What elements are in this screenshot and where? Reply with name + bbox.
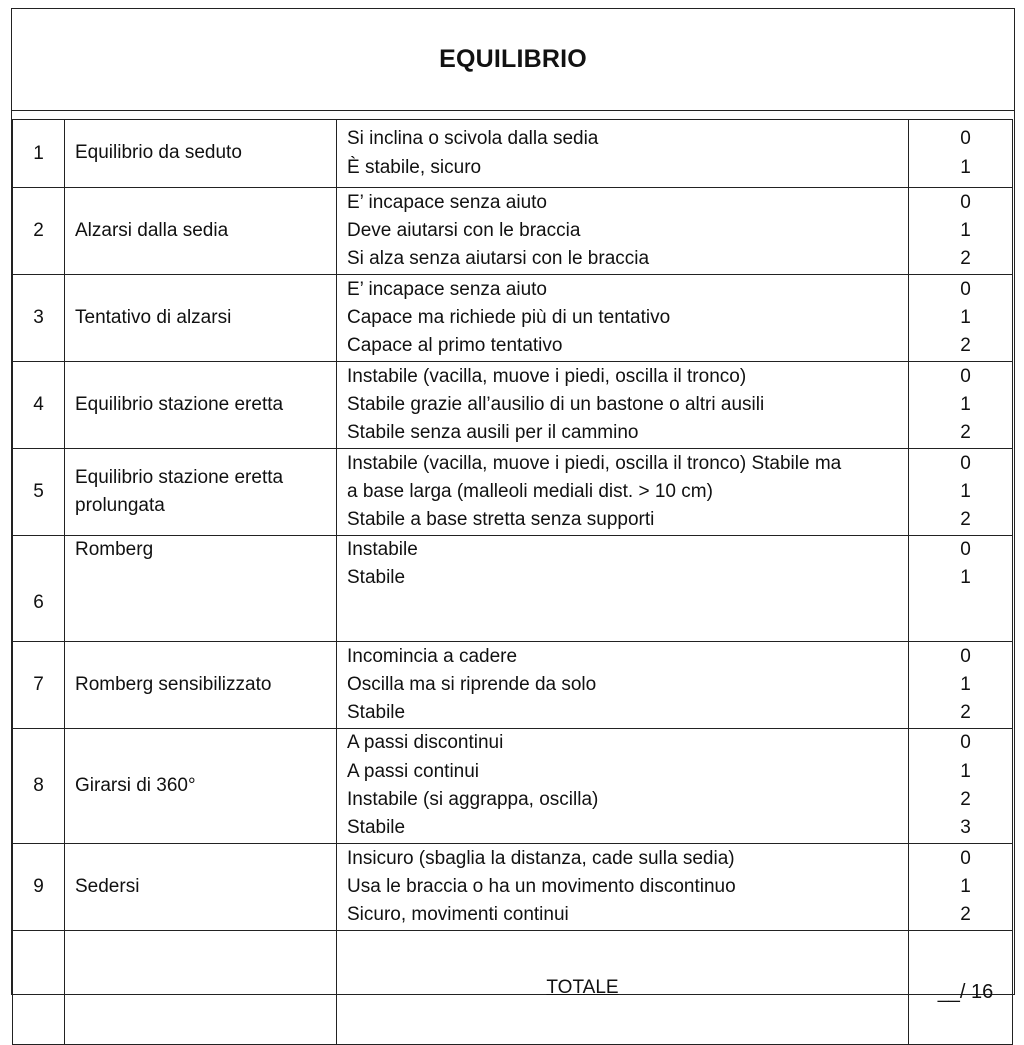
item-scores <box>909 642 1013 729</box>
item-scores <box>909 120 1013 188</box>
description-line: E’ incapace senza aiuto <box>347 191 547 213</box>
score-value: 0 <box>960 278 971 300</box>
item-name-line: Girarsi di 360° <box>75 774 196 796</box>
score-value: 2 <box>960 422 971 444</box>
total-value: __/ 16 <box>937 981 994 1003</box>
total-label: TOTALE <box>546 976 619 998</box>
item-name-line: prolungata <box>75 495 165 516</box>
page-title: EQUILIBRIO <box>439 45 587 73</box>
description-line: Stabile senza ausili per il cammino <box>347 422 639 444</box>
description-line: È stabile, sicuro <box>347 156 482 178</box>
table-row <box>13 536 1013 642</box>
item-descriptions <box>337 844 909 931</box>
total-value-cell <box>909 931 1013 1045</box>
score-value: 0 <box>960 847 971 869</box>
description-line: E’ incapace senza aiuto <box>347 278 547 300</box>
item-number: 2 <box>13 188 65 275</box>
description-line: Capace al primo tentativo <box>347 335 563 357</box>
score-value: 1 <box>960 567 971 589</box>
score-value: 0 <box>960 365 971 387</box>
item-name <box>65 120 337 188</box>
item-descriptions <box>337 362 909 449</box>
score-value: 0 <box>960 452 971 474</box>
item-name <box>65 362 337 449</box>
score-value: 2 <box>960 509 971 531</box>
score-value: 1 <box>960 393 971 415</box>
score-value: 1 <box>960 875 971 897</box>
score-value: 3 <box>960 817 971 839</box>
item-descriptions <box>337 120 909 188</box>
item-name <box>65 449 337 536</box>
item-name-line: Equilibrio da seduto <box>75 142 242 164</box>
item-scores <box>909 729 1013 844</box>
score-value: 2 <box>960 904 971 926</box>
item-name-line: Equilibrio stazione eretta <box>75 393 284 415</box>
item-name-line: Romberg <box>75 539 154 560</box>
assessment-table <box>12 119 1013 1045</box>
item-descriptions <box>337 729 909 844</box>
item-scores <box>909 188 1013 275</box>
score-value: 0 <box>960 539 971 560</box>
score-value: 2 <box>960 248 971 270</box>
total-row <box>13 931 1013 1045</box>
score-value: 1 <box>960 156 971 178</box>
item-descriptions <box>337 275 909 362</box>
item-name <box>65 275 337 362</box>
total-empty-cell <box>13 931 65 1045</box>
description-line: Stabile <box>347 567 406 589</box>
item-scores <box>909 362 1013 449</box>
item-scores <box>909 275 1013 362</box>
item-number: 3 <box>13 275 65 362</box>
score-value: 0 <box>960 645 971 667</box>
item-scores <box>909 536 1013 642</box>
description-line: Stabile <box>347 702 406 724</box>
description-line: Instabile (vacilla, muove i piedi, oscilla il tronco) <box>347 365 747 387</box>
item-number: 8 <box>13 729 65 844</box>
total-empty-cell <box>65 931 337 1045</box>
score-value: 0 <box>960 128 971 150</box>
description-line: Stabile <box>347 817 406 839</box>
item-name <box>65 729 337 844</box>
item-descriptions <box>337 449 909 536</box>
item-scores <box>909 449 1013 536</box>
item-name-line: Sedersi <box>75 875 140 897</box>
item-number: 4 <box>13 362 65 449</box>
score-value: 1 <box>960 760 971 782</box>
item-descriptions <box>337 536 909 642</box>
score-value: 1 <box>960 480 971 502</box>
description-line: Usa le braccia o ha un movimento discontinuo <box>347 875 736 897</box>
table-row <box>13 844 1013 931</box>
score-value: 1 <box>960 219 971 241</box>
item-scores <box>909 844 1013 931</box>
item-name <box>65 188 337 275</box>
item-name <box>65 642 337 729</box>
description-line: Insicuro (sbaglia la distanza, cade sulla sedia) <box>347 847 735 869</box>
item-number: 9 <box>13 844 65 931</box>
description-line: Instabile (si aggrappa, oscilla) <box>347 789 599 810</box>
table-row <box>13 449 1013 536</box>
item-name-line: Alzarsi dalla sedia <box>75 219 229 241</box>
description-line: Oscilla ma si riprende da solo <box>347 673 597 695</box>
table-row <box>13 729 1013 844</box>
score-value: 1 <box>960 306 971 328</box>
description-line: Instabile <box>347 539 418 560</box>
description-line: Sicuro, movimenti continui <box>347 904 569 926</box>
description-line: Instabile (vacilla, muove i piedi, oscilla il tronco) Stabile ma <box>347 452 842 474</box>
title-box <box>12 9 1014 111</box>
description-line: A passi continui <box>347 760 480 782</box>
score-value: 2 <box>960 335 971 357</box>
item-name-line: Tentativo di alzarsi <box>75 306 232 328</box>
description-line: Deve aiutarsi con le braccia <box>347 219 581 241</box>
item-name <box>65 844 337 931</box>
description-line: Stabile grazie all’ausilio di un bastone o altri ausili <box>347 393 765 415</box>
item-name-line: Romberg sensibilizzato <box>75 673 272 695</box>
item-number: 7 <box>13 642 65 729</box>
score-value: 2 <box>960 789 971 810</box>
table-row <box>13 188 1013 275</box>
item-number: 6 <box>13 536 65 642</box>
description-line: Incomincia a cadere <box>347 645 518 667</box>
description-line: A passi discontinui <box>347 732 504 754</box>
table-row <box>13 642 1013 729</box>
score-value: 2 <box>960 702 971 724</box>
description-line: a base larga (malleoli mediali dist. > 10 cm) <box>347 480 713 502</box>
item-number: 5 <box>13 449 65 536</box>
score-value: 0 <box>960 191 971 213</box>
table-row <box>13 362 1013 449</box>
item-number: 1 <box>13 120 65 188</box>
score-value: 1 <box>960 673 971 695</box>
item-name-line: Equilibrio stazione eretta <box>75 466 284 488</box>
description-line: Si inclina o scivola dalla sedia <box>347 128 599 150</box>
item-descriptions <box>337 642 909 729</box>
item-descriptions <box>337 188 909 275</box>
total-label-cell <box>337 931 909 1045</box>
equilibrio-form <box>11 8 1015 1003</box>
description-line: Stabile a base stretta senza supporti <box>347 509 655 531</box>
description-line: Si alza senza aiutarsi con le braccia <box>347 248 650 270</box>
description-line: Capace ma richiede più di un tentativo <box>347 306 671 328</box>
score-value: 0 <box>960 732 971 754</box>
table-row <box>13 120 1013 188</box>
item-name <box>65 536 337 642</box>
table-row <box>13 275 1013 362</box>
